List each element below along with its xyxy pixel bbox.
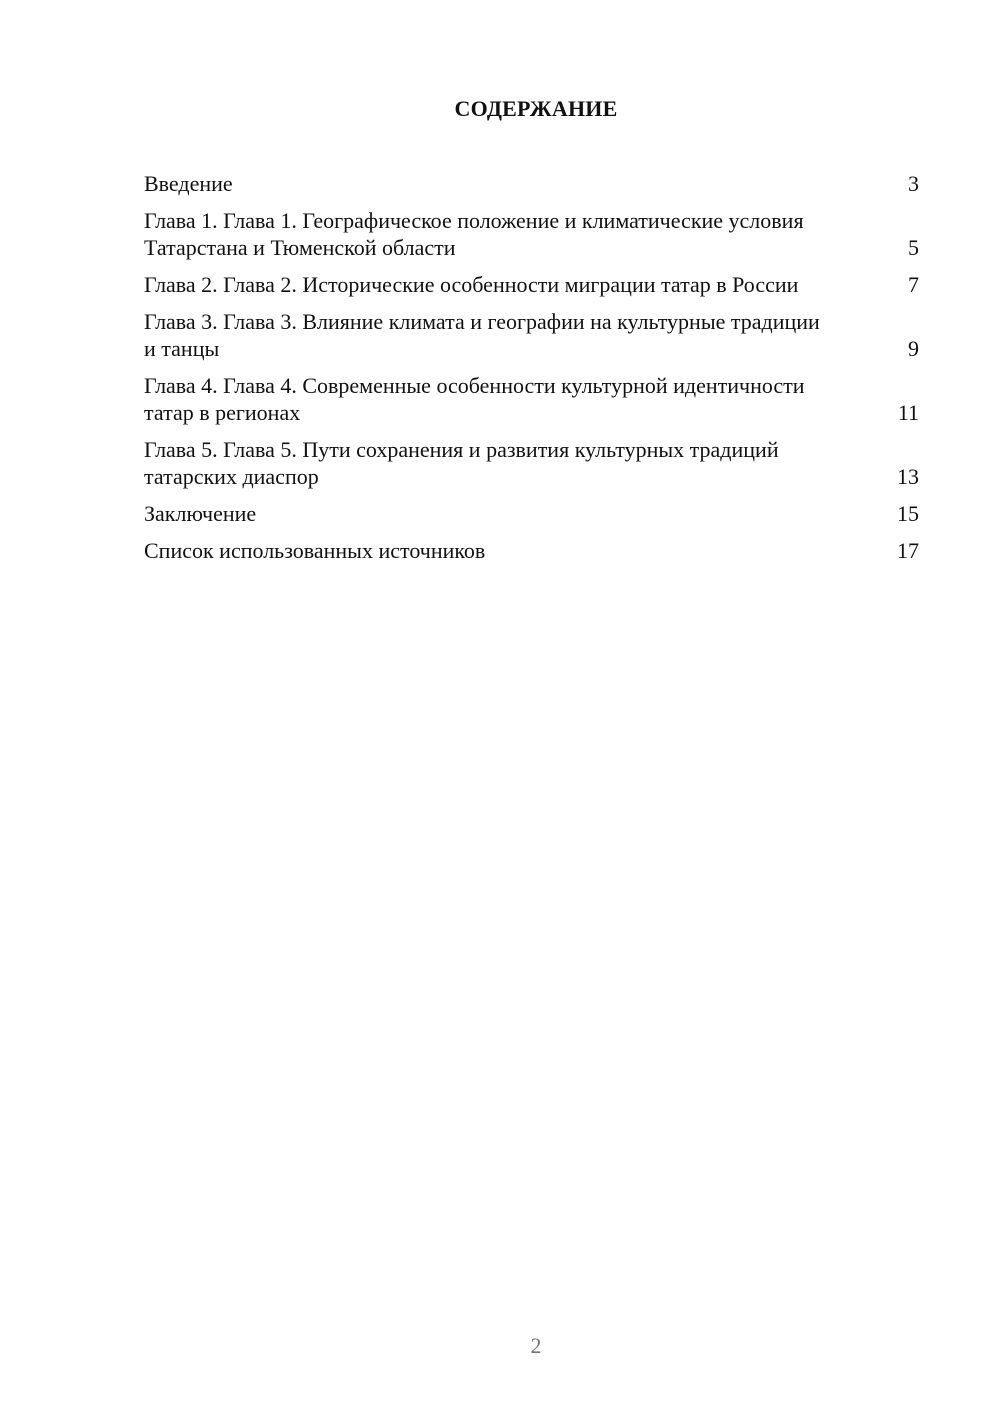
- toc-entry-conclusion: [144, 500, 919, 527]
- toc-entry-text: Глава 1. Глава 1. Географическое положение и климатические условия Татарстана и Тюменской области: [144, 208, 804, 260]
- toc-entry-page: 9: [908, 336, 919, 361]
- toc-entry-text: Список использованных источников: [144, 538, 486, 563]
- toc-title: СОДЕРЖАНИЕ: [454, 96, 618, 121]
- toc-entry-text: Заключение: [144, 501, 257, 526]
- toc-entry-text: Глава 3. Глава 3. Влияние климата и географии на культурные традиции и танцы: [144, 309, 820, 361]
- toc-entry-chapter-4: [144, 372, 919, 426]
- toc-entry-text: Введение: [144, 171, 233, 196]
- toc-entry-chapter-1: [144, 207, 919, 261]
- toc-entry-references: [144, 537, 919, 564]
- toc-entry-text: Глава 2. Глава 2. Исторические особенности миграции татар в России: [144, 272, 799, 297]
- toc-entry-page: 13: [897, 464, 919, 489]
- toc-entry-page: 15: [897, 501, 919, 526]
- toc-entry-page: 3: [908, 171, 919, 196]
- toc-entry-chapter-3: [144, 308, 919, 362]
- toc-entry-text: Глава 4. Глава 4. Современные особенности культурной идентичности татар в регионах: [144, 373, 805, 425]
- toc-entry-page: 5: [908, 235, 919, 260]
- toc-entry-page: 11: [897, 400, 919, 425]
- toc-entry-chapter-5: [144, 436, 919, 490]
- toc-entry-page: 17: [897, 538, 919, 563]
- toc-entry-page: 7: [908, 272, 919, 297]
- toc-entry-introduction: [144, 170, 919, 197]
- page-number: 2: [530, 1333, 542, 1358]
- toc-entry-chapter-2: [144, 271, 919, 298]
- toc-entry-text: Глава 5. Глава 5. Пути сохранения и развития культурных традиций татарских диаспор: [144, 437, 779, 489]
- table-of-contents: [144, 170, 919, 574]
